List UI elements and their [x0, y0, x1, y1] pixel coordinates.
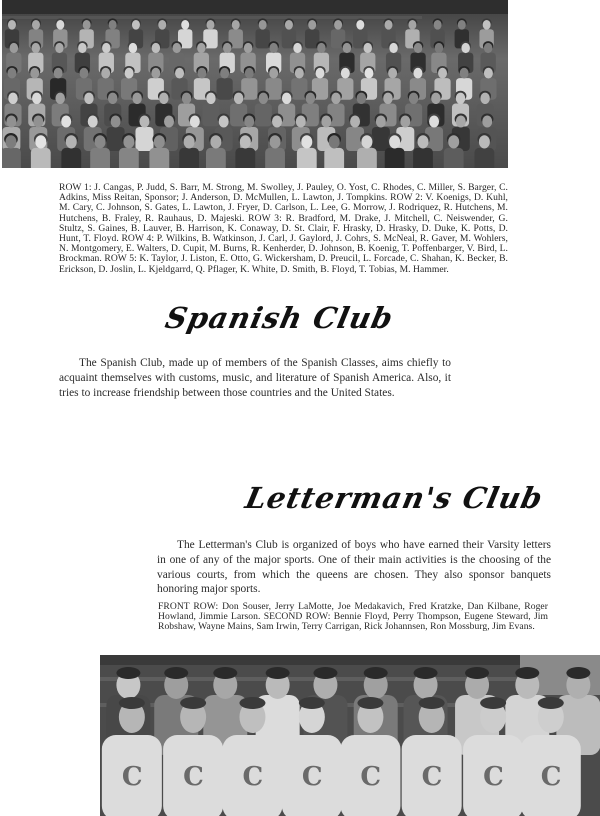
letter-c-emblem: C [183, 762, 204, 792]
spanish-club-description: The Spanish Club, made up of members of the Spanish Classes, aims chiefly to acquaint themselves with customs, music, and literature of Spanish America. Also, it tries to increase friendship between those countries and the United States. [59, 357, 451, 399]
spanish-club-photo-caption: ROW 1: J. Cangas, P. Judd, S. Barr, M. Strong, M. Swolley, J. Pauley, O. Yost, C. Rhodes, C. Miller, S. Barger, C. Adkins, Miss Reitan, Sponsor; J. Anderson, D. McMullen, L. Lawton, J. Tompkins. ROW 2: V. Koenigs, D. Kuhl, M. Cary, C. Johnson, S. Gates, L. Lawton, J. Fryer, D. Carlson, L. Lee, G. Morrow, J. Rodriquez, R. Hutchens, M. Hutchens, B. Fraley, R. Rauhaus, D. Majeski. ROW 3: R. Bradford, M. Drake, J. Mitchell, C. Neiswender, G. Stultz, S. Gaines, B. Lauver, B. Harrison, K. Conaway, D. St. Clair, F. Hrasky, D. Hrasky, D. Duke, K. Potts, D. Hunt, T. Floyd. ROW 4: P. Wilkins, B. Watkinson, J. Carl, J. Gaylord, J. Cohrs, S. McNeal, R. Gaver, M. Wohlers, N. Montgomery, E. Walters, D. Cupit, M. Burns, R. Kenherder, D. Johnson, B. Koenig, T. Poffenbarger, V. Bird, L. Brockman. ROW 5: K. Taylor, J. Liston, E. Otto, G. Wickersham, D. Preucil, L. Forcade, C. Shahan, K. Becker, B. Erickson, D. Joslin, L. Kjeldgarrd, Q. Pflager, K. White, D. Smith, B. Floyd, T. Tobias, M. Hammer. [59, 182, 508, 275]
lettermans-club-photo [100, 655, 600, 816]
letter-c-emblem: C [540, 762, 562, 792]
letter-c-emblem: C [301, 762, 323, 792]
lettermans-club-description: The Letterman's Club is organized of boys who have earned their Varsity letters in one of any of the major sports. One of their main activities is the choosing of the various courts, from which the queens are chosen. They also sponsor banquets honoring major sports. [157, 539, 551, 596]
letter-c-emblem: C [360, 762, 382, 792]
letter-c-emblem: C [483, 762, 504, 792]
letter-c-emblem: C [421, 762, 443, 792]
letter-c-emblem: C [121, 762, 143, 792]
lettermans-club-heading: Letterman's Club [242, 481, 547, 515]
spanish-club-heading: Spanish Club [162, 301, 397, 335]
lettermans-club-photo-image [100, 655, 600, 816]
lettermans-club-photo-caption: FRONT ROW: Don Souser, Jerry LaMotte, Joe Medakavich, Fred Kratzke, Dan Kilbane, Roger Howland, Jimmie Larson. SECOND ROW: Bennie Floyd, Perry Thompson, Eugene Steward, Jim Robshaw, Wayne Mains, Sam Irwin, Terry Carrigan, Rick Johannsen, Ron Mossburg, Jim Evans. [158, 601, 548, 633]
letter-c-emblem: C [242, 762, 264, 792]
spanish-club-photo [2, 0, 508, 168]
spanish-club-photo-image [2, 0, 508, 168]
